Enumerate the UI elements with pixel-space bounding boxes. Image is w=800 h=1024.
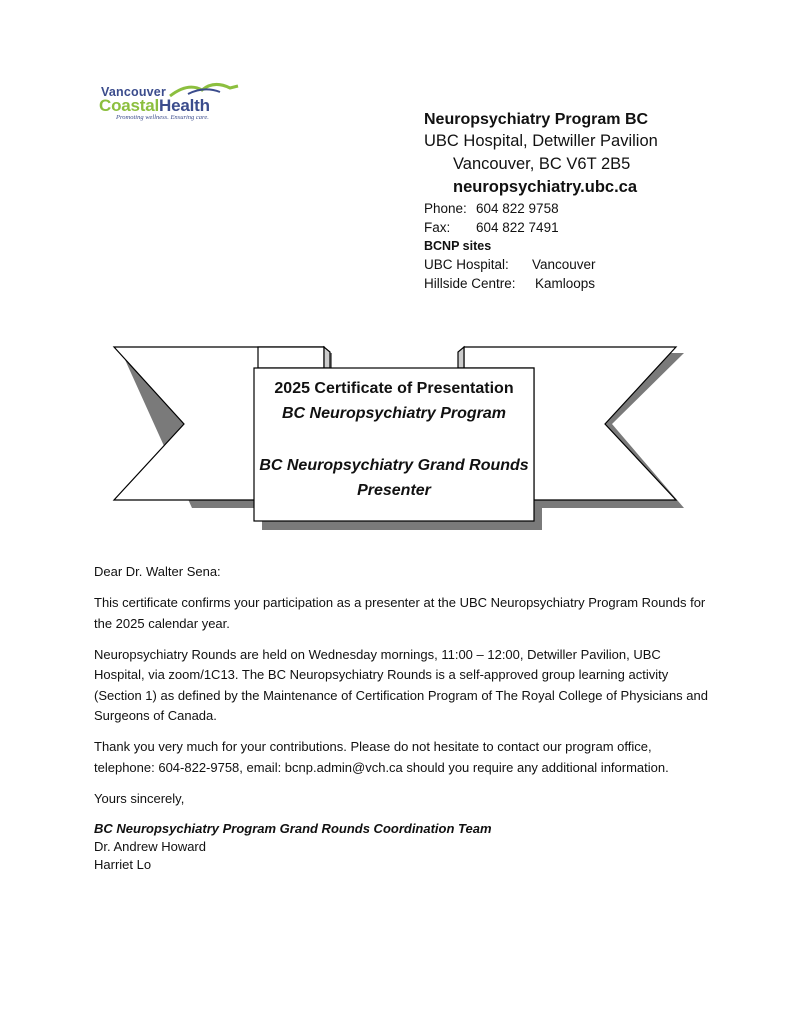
sites-heading: BCNP sites xyxy=(424,239,492,253)
signature-block xyxy=(94,820,714,874)
letter-body xyxy=(94,562,714,874)
site-row: Hillside Centre: Kamloops xyxy=(424,276,596,291)
fax-row: Fax: 604 822 7491 xyxy=(424,220,559,235)
certificate-box xyxy=(254,368,534,521)
program-name: Neuropsychiatry Program BC xyxy=(424,111,649,128)
certificate-title: 2025 Certificate of Presentation xyxy=(274,380,514,397)
certificate-event: BC Neuropsychiatry Grand Rounds xyxy=(259,457,529,474)
logo-line1: Vancouver xyxy=(101,85,167,99)
logo-line2: CoastalHealth xyxy=(99,96,210,115)
salutation: Dear Dr. Walter Sena: xyxy=(94,564,221,579)
paragraph-contact: Thank you very much for your contributions. Please do not hesitate to contact our program office, telephone: 604-822-9758, email: bcnp.admin@vch.ca should you require any additional information. xyxy=(94,739,669,775)
signer-name: Dr. Andrew Howard xyxy=(94,838,206,854)
paragraph-confirmation: This certificate confirms your participation as a presenter at the UBC Neuropsychiatry Program Rounds for the 2025 calendar year. xyxy=(94,595,706,631)
paragraph-rounds-info: Neuropsychiatry Rounds are held on Wednesday mornings, 11:00 – 12:00, Detwiller Pavilion, UBC Hospital, via zoom/1C13. The BC Neuropsychiatry Rounds is a self-approved group learning activity (Section 1) as defined by the Maintenance of Certification Program of The Royal College of Physicians and Surgeons of Canada. xyxy=(94,646,708,723)
address-line2: Vancouver, BC V6T 2B5 xyxy=(453,155,631,173)
coordination-team: BC Neuropsychiatry Program Grand Rounds Coordination Team xyxy=(94,820,492,836)
address-line1: UBC Hospital, Detwiller Pavilion xyxy=(424,132,658,150)
website-link[interactable]: neuropsychiatry.ubc.ca xyxy=(453,178,638,196)
site-row: UBC Hospital: Vancouver xyxy=(424,257,596,272)
phone-row: Phone: 604 822 9758 xyxy=(424,201,559,216)
certificate-program: BC Neuropsychiatry Program xyxy=(281,405,507,422)
certificate-role: Presenter xyxy=(357,482,431,499)
signer-name: Harriet Lo xyxy=(94,856,152,872)
closing: Yours sincerely, xyxy=(94,790,185,806)
logo-tagline: Promoting wellness. Ensuring care. xyxy=(116,114,209,121)
